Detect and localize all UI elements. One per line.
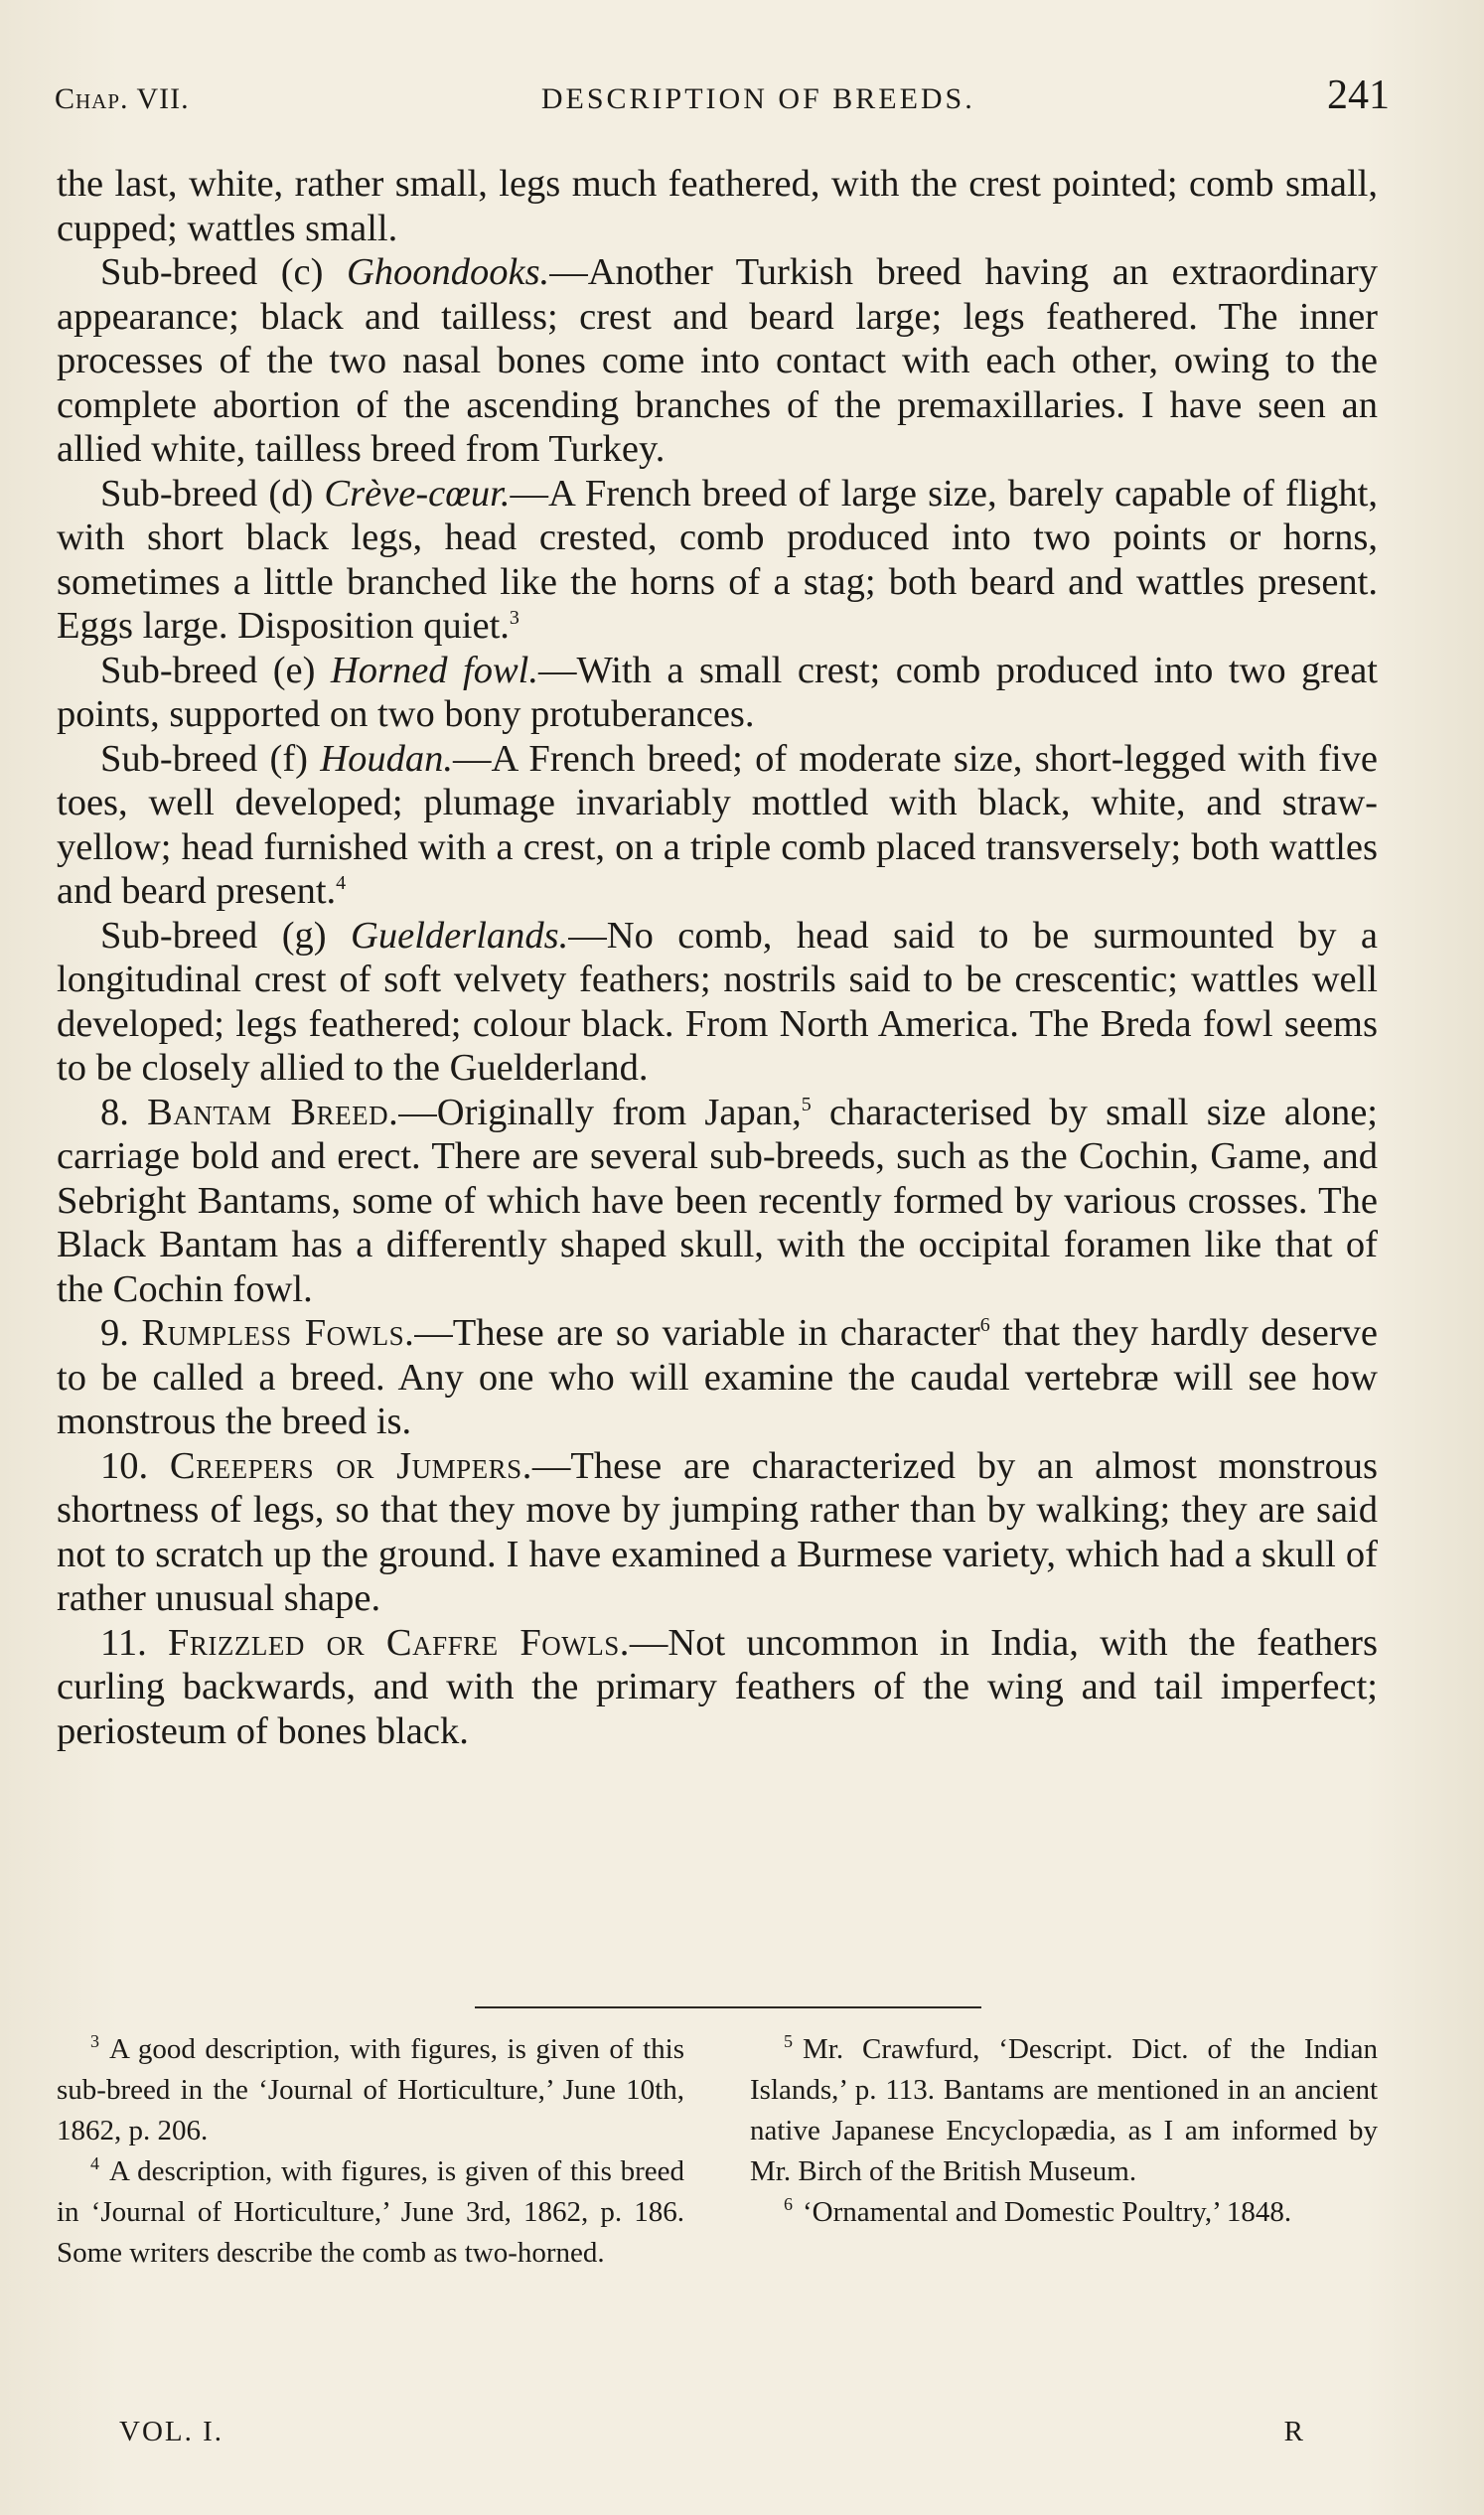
footnote-source: Ornamental and Domestic Poultry,	[812, 2196, 1213, 2228]
footnote-text: Mr. Crawfurd, ‘	[803, 2033, 1008, 2065]
breed-name: Houdan.	[320, 737, 453, 780]
footnotes	[57, 2029, 1378, 2274]
paragraph-text: —Another Turkish breed having an extraordinary appearance; black and tailless; crest and beard large; legs feathered. The inner processes of the two nasal bones come into contact with each other, owing to the complete abortion of the ascending branches of the premaxillaries. I have seen an allied white, tailless breed from Turkey.	[57, 251, 1378, 470]
body-text	[57, 162, 1378, 1753]
paragraph-frizzled	[57, 1621, 1378, 1754]
paragraph-bantam	[57, 1091, 1378, 1312]
footnote-divider	[475, 2006, 981, 2008]
lead-text: 10.	[100, 1444, 170, 1487]
paragraph-rumpless	[57, 1311, 1378, 1444]
footnote-mark: 4	[90, 2153, 99, 2174]
breed-name: Frizzled or Caffre Fowls.	[167, 1621, 630, 1664]
running-head	[55, 72, 1390, 121]
volume-label: VOL. I.	[119, 2416, 224, 2447]
footnote-text: ‘	[803, 2196, 813, 2228]
footnote-ref: 6	[979, 1314, 990, 1337]
paragraph-horned-fowl	[57, 649, 1378, 737]
footnote-text: A good description, with figures, is given of this sub-breed in the ‘	[57, 2033, 684, 2106]
page-footer	[119, 2416, 1305, 2448]
footnote-3	[57, 2029, 684, 2151]
paragraph-creepers	[57, 1444, 1378, 1621]
lead-text: 9.	[100, 1312, 142, 1354]
lead-text: Sub-breed (d)	[100, 472, 325, 515]
footnote-text: ’ p. 113. Bantams are mentioned in an ancient native Japanese Encyclopædia, as I am informed by Mr. Birch of the British Museum.	[750, 2074, 1378, 2187]
paragraph-houdan	[57, 737, 1378, 914]
footnote-source: Journal of Horticulture,	[100, 2196, 382, 2228]
footnote-column-right	[750, 2029, 1378, 2274]
paragraph-creve-coeur	[57, 472, 1378, 649]
breed-name: Creepers or Jumpers.	[169, 1444, 532, 1487]
footnote-text: A description, with figures, is given of this breed in ‘	[57, 2155, 684, 2228]
footnote-source: Journal of Horticulture,	[267, 2074, 545, 2106]
footnote-ref: 5	[801, 1093, 812, 1115]
footnote-mark: 6	[784, 2194, 793, 2215]
footnote-5	[750, 2029, 1378, 2192]
breed-name: Guelderlands.	[351, 914, 569, 957]
breed-name: Crève-cœur.	[324, 472, 511, 515]
breed-name: Bantam Breed.	[147, 1091, 399, 1133]
footnote-text: ’ 1848.	[1212, 2196, 1292, 2228]
lead-text: Sub-breed (f)	[100, 737, 321, 780]
paragraph-continuation: the last, white, rather small, legs much feathered, with the crest pointed; comb small, cupped; wattles small.	[57, 163, 1378, 249]
breed-name: Rumpless Fowls.	[141, 1312, 415, 1354]
paragraph-text: —Not uncommon in India, with the feathers curling backwards, and with the primary feathers of the wing and tail imperfect; periosteum of bones black.	[57, 1621, 1378, 1752]
paragraph-text: —A French breed of large size, barely capable of flight, with short black legs, head crested, comb produced into two points or horns, sometimes a little branched like the horns of a stag; both beard and wattles present. Eggs large. Disposition quiet.	[57, 472, 1379, 647]
lead-text: 11.	[100, 1621, 168, 1664]
page-number: 241	[1326, 73, 1390, 118]
lead-text: Sub-breed (e)	[100, 649, 331, 691]
paragraph-text: that they hardly deserve to be called a breed. Any one who will examine the caudal vertebræ will see how monstrous the breed is.	[57, 1312, 1378, 1442]
footnote-mark: 3	[90, 2031, 99, 2052]
footnote-text: ’ June 10th, 1862, p. 206.	[57, 2074, 684, 2146]
paragraph-text: —No comb, head said to be surmounted by a longitudinal crest of soft velvety feathers; nostrils said to be crescentic; wattles well developed; legs feathered; colour black. From North America. The Breda fowl seems to be closely allied to the Guelderland.	[57, 914, 1378, 1089]
paragraph-text: —A French breed; of moderate size, short-legged with five toes, well developed; plumage invariably mottled with black, white, and straw-yellow; head furnished with a crest, on a triple comb placed transversely; both wattles and beard present.	[57, 737, 1378, 912]
paragraph-text: —Originally from Japan,	[398, 1091, 802, 1133]
paragraph-text: —These are so variable in character	[414, 1312, 980, 1354]
breed-name: Ghoondooks.	[346, 251, 550, 293]
footnote-6	[750, 2192, 1378, 2233]
footnote-column-left	[57, 2029, 684, 2274]
paragraph-ghoondooks	[57, 250, 1378, 472]
paragraph-text: —With a small crest; comb produced into two great points, supported on two bony protuberances.	[57, 649, 1378, 735]
paragraph-text: characterised by small size alone; carriage bold and erect. There are several sub-breeds, such as the Cochin, Game, and Sebright Bantams, some of which have been recently formed by various crosses. The Black Bantam has a differently shaped skull, with the occipital foramen like that of the Cochin fowl.	[57, 1091, 1378, 1310]
paragraph-guelderlands	[57, 914, 1378, 1091]
lead-text: Sub-breed (c)	[100, 251, 347, 293]
footnote-source: Descript. Dict. of the Indian Islands,	[750, 2033, 1378, 2106]
chapter-label: Chap. VII.	[55, 82, 190, 115]
signature-mark: R	[1283, 2416, 1305, 2447]
running-title: DESCRIPTION OF BREEDS.	[540, 82, 975, 115]
breed-name: Horned fowl.	[330, 649, 538, 691]
footnote-mark: 5	[784, 2031, 793, 2052]
lead-text: 8.	[100, 1091, 148, 1133]
lead-text: Sub-breed (g)	[100, 914, 352, 957]
paragraph-text: —These are characterized by an almost monstrous shortness of legs, so that they move by jumping rather than by walking; they are said not to scratch up the ground. I have examined a Burmese variety, which had a skull of rather unusual shape.	[57, 1444, 1378, 1619]
footnote-ref: 4	[336, 872, 347, 895]
footnote-text: ’ June 3rd, 1862, p. 186. Some writers describe the comb as two-horned.	[57, 2196, 684, 2269]
footnote-ref: 3	[509, 607, 519, 630]
footnote-4	[57, 2151, 684, 2274]
